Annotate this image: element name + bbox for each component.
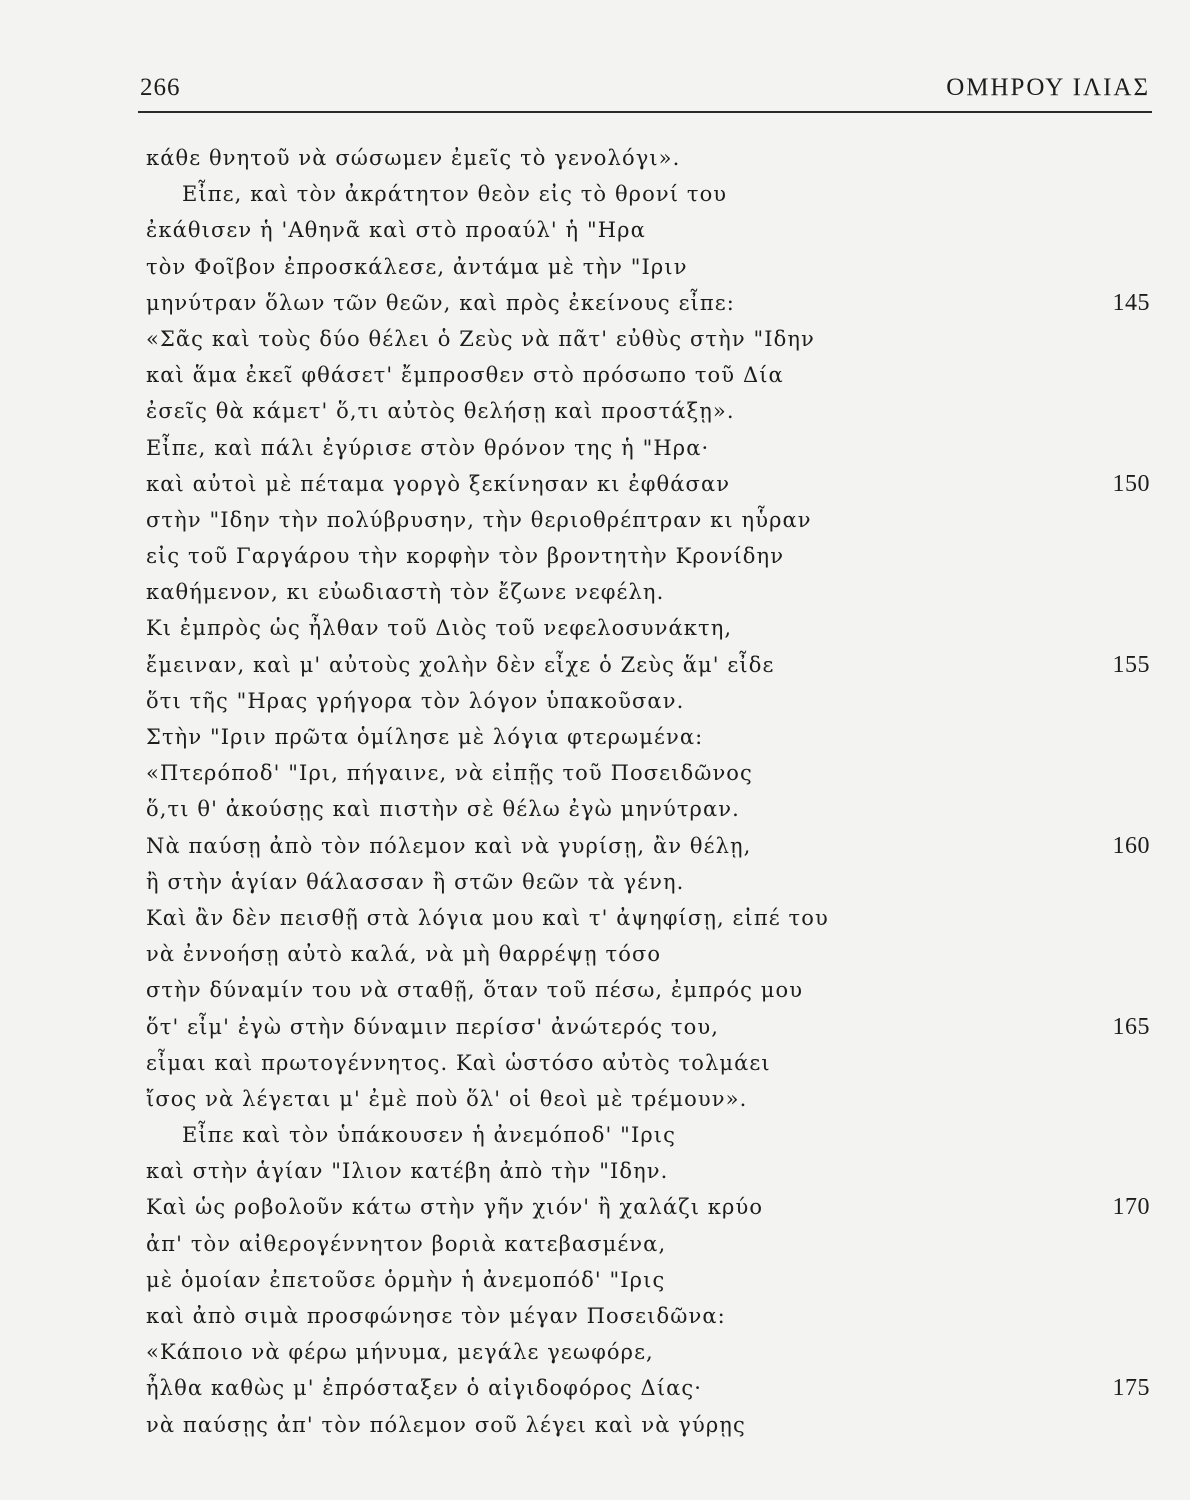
verse-line xyxy=(146,1189,1150,1225)
verse-text: κάθε θνητοῦ νὰ σώσωμεν ἐμεῖς τὸ γενολόγι». xyxy=(146,146,681,170)
verse-text: «Σᾶς καὶ τοὺς δύο θέλει ὁ Ζεὺς νὰ πᾶτ' εὐθὺς στὴν "Ιδην xyxy=(146,326,815,351)
verse-line xyxy=(146,212,1150,248)
line-number: 150 xyxy=(1112,470,1150,497)
verse-text: καὶ ἅμα ἐκεῖ φθάσετ' ἔμπροσθεν στὸ πρόσωπο τοῦ Δία xyxy=(146,363,784,388)
verse-text: Εἶπε καὶ τὸν ὑπάκουσεν ἡ ἀνεμόποδ' "Ιρις xyxy=(182,1123,676,1148)
line-number: 155 xyxy=(1112,651,1150,678)
verse-line xyxy=(146,647,1150,683)
verse-line xyxy=(146,538,1150,574)
verse-text: ἐσεῖς θὰ κάμετ' ὅ,τι αὐτὸς θελήσῃ καὶ προστάξῃ». xyxy=(146,399,735,424)
verse-line xyxy=(146,1117,1150,1153)
verse-text: εἶμαι καὶ πρωτογέννητος. Καὶ ὡστόσο αὐτὸς τολμάει xyxy=(146,1050,771,1075)
verse-text: εἰς τοῦ Γαργάρου τὴν κορφὴν τὸν βροντητὴν Κρονίδην xyxy=(146,544,785,569)
verse-text: νὰ παύσῃς ἀπ' τὸν πόλεμον σοῦ λέγει καὶ νὰ γύρῃς xyxy=(146,1412,746,1437)
verse-text: «Κάποιο νὰ φέρω μήνυμα, μεγάλε γεωφόρε, xyxy=(146,1340,654,1365)
verse-line xyxy=(146,1226,1150,1262)
verse-line xyxy=(146,755,1150,791)
verse-line xyxy=(146,574,1150,610)
verse-text: ὅ,τι θ' ἀκούσῃς καὶ πιστὴν σὲ θέλω ἐγὼ μηνύτραν. xyxy=(146,797,740,822)
verse-line xyxy=(146,864,1150,900)
verse-text: ὅτι τῆς "Ηρας γρήγορα τὸν λόγον ὑπακοῦσαν. xyxy=(146,688,685,713)
verse-line xyxy=(146,900,1150,936)
verse-text: Εἶπε, καὶ πάλι ἐγύρισε στὸν θρόνον της ἡ "Ηρα· xyxy=(146,435,710,460)
verse-line xyxy=(146,791,1150,827)
verse-text: ἐκάθισεν ἡ 'Αθηνᾶ καὶ στὸ προαύλ' ἡ "Ηρα xyxy=(146,218,646,243)
verse-line xyxy=(146,972,1150,1008)
verse-text: στὴν "Ιδην τὴν πολύβρυσην, τὴν θεριοθρέπτραν κι ηὗραν xyxy=(146,507,812,532)
running-title: ΟΜΗΡΟΥ ΙΛΙΑΣ xyxy=(946,74,1150,101)
verse-line xyxy=(146,1407,1150,1443)
verse-text: μὲ ὁμοίαν ἐπετοῦσε ὁρμὴν ἡ ἀνεμοπόδ' "Ιρις xyxy=(146,1267,666,1292)
verse-text: Νὰ παύσῃ ἀπὸ τὸν πόλεμον καὶ νὰ γυρίσῃ, ἂν θέλῃ, xyxy=(146,833,752,858)
verse-line xyxy=(146,1009,1150,1045)
verse-text: μηνύτραν ὅλων τῶν θεῶν, καὶ πρὸς ἐκείνους εἶπε: xyxy=(146,290,735,315)
line-number: 145 xyxy=(1112,289,1150,316)
verse-text: ὅτ' εἶμ' ἐγὼ στὴν δύναμιν περίσσ' ἀνώτερός του, xyxy=(146,1014,719,1039)
header-rule xyxy=(138,111,1152,113)
verse-line xyxy=(146,285,1150,321)
verse-text: καὶ στὴν ἁγίαν "Ιλιον κατέβη ἀπὸ τὴν "Ιδην. xyxy=(146,1159,669,1184)
verse-text: ἀπ' τὸν αἰθερογέννητον βοριὰ κατεβασμένα, xyxy=(146,1231,667,1256)
verse-text: Καὶ ὡς ροβολοῦν κάτω στὴν γῆν χιόν' ἢ χαλάζι κρύο xyxy=(146,1195,764,1220)
verse-text: στὴν δύναμίν του νὰ σταθῇ, ὅταν τοῦ πέσω, ἐμπρός μου xyxy=(146,978,804,1003)
verse-line xyxy=(146,1370,1150,1406)
verse-line xyxy=(146,1153,1150,1189)
verse-text: νὰ ἐννοήσῃ αὐτὸ καλά, νὰ μὴ θαρρέψῃ τόσο xyxy=(146,942,662,967)
page-number: 266 xyxy=(140,74,181,101)
verse-line xyxy=(146,1334,1150,1370)
verse-line xyxy=(146,249,1150,285)
verse-text: ἦλθα καθὼς μ' ἐπρόσταξεν ὁ αἰγιδοφόρος Δίας· xyxy=(146,1376,703,1401)
verse-text: Εἶπε, καὶ τὸν ἀκράτητον θεὸν εἰς τὸ θρονί του xyxy=(182,182,728,207)
verse-line xyxy=(146,466,1150,502)
verse-line xyxy=(146,1081,1150,1117)
verse-text: Κι ἐμπρὸς ὡς ἦλθαν τοῦ Διὸς τοῦ νεφελοσυνάκτη, xyxy=(146,616,733,641)
verse-line xyxy=(146,176,1150,212)
verse-text: ἔμειναν, καὶ μ' αὐτοὺς χολὴν δὲν εἶχε ὁ Ζεὺς ἅμ' εἶδε xyxy=(146,652,775,677)
verse-line xyxy=(146,140,1150,176)
line-number: 170 xyxy=(1112,1194,1150,1221)
verse-line xyxy=(146,683,1150,719)
verse-line xyxy=(146,393,1150,429)
verse-line xyxy=(146,610,1150,646)
verse-line xyxy=(146,1262,1150,1298)
verse-line xyxy=(146,828,1150,864)
line-number: 165 xyxy=(1112,1013,1150,1040)
verse-text: ἢ στὴν ἁγίαν θάλασσαν ἢ στῶν θεῶν τὰ γένη. xyxy=(146,869,685,894)
verse-block xyxy=(146,140,1150,1443)
verse-text: ἴσος νὰ λέγεται μ' ἐμὲ ποὺ ὅλ' οἱ θεοὶ μὲ τρέμουν». xyxy=(146,1086,748,1111)
verse-line xyxy=(146,430,1150,466)
verse-text: «Πτερόποδ' "Ιρι, πήγαινε, νὰ εἰπῇς τοῦ Ποσειδῶνος xyxy=(146,761,753,786)
verse-line xyxy=(146,1298,1150,1334)
verse-line xyxy=(146,321,1150,357)
verse-line xyxy=(146,1045,1150,1081)
verse-line xyxy=(146,357,1150,393)
verse-text: καὶ αὐτοὶ μὲ πέταμα γοργὸ ξεκίνησαν κι ἐφθάσαν xyxy=(146,471,731,496)
verse-text: καθήμενον, κι εὐωδιαστὴ τὸν ἔζωνε νεφέλη. xyxy=(146,580,665,605)
verse-text: Στὴν "Ιριν πρῶτα ὁμίλησε μὲ λόγια φτερωμένα: xyxy=(146,725,704,749)
verse-line xyxy=(146,936,1150,972)
verse-text: τὸν Φοῖβον ἐπροσκάλεσε, ἀντάμα μὲ τὴν "Ιριν xyxy=(146,254,688,279)
line-number: 160 xyxy=(1112,832,1150,859)
verse-text: Καὶ ἂν δὲν πεισθῇ στὰ λόγια μου καὶ τ' ἀψηφίσῃ, εἰπέ του xyxy=(146,905,829,930)
verse-line xyxy=(146,719,1150,755)
verse-text: καὶ ἀπὸ σιμὰ προσφώνησε τὸν μέγαν Ποσειδῶνα: xyxy=(146,1304,726,1328)
line-number: 175 xyxy=(1112,1375,1150,1402)
verse-line xyxy=(146,502,1150,538)
